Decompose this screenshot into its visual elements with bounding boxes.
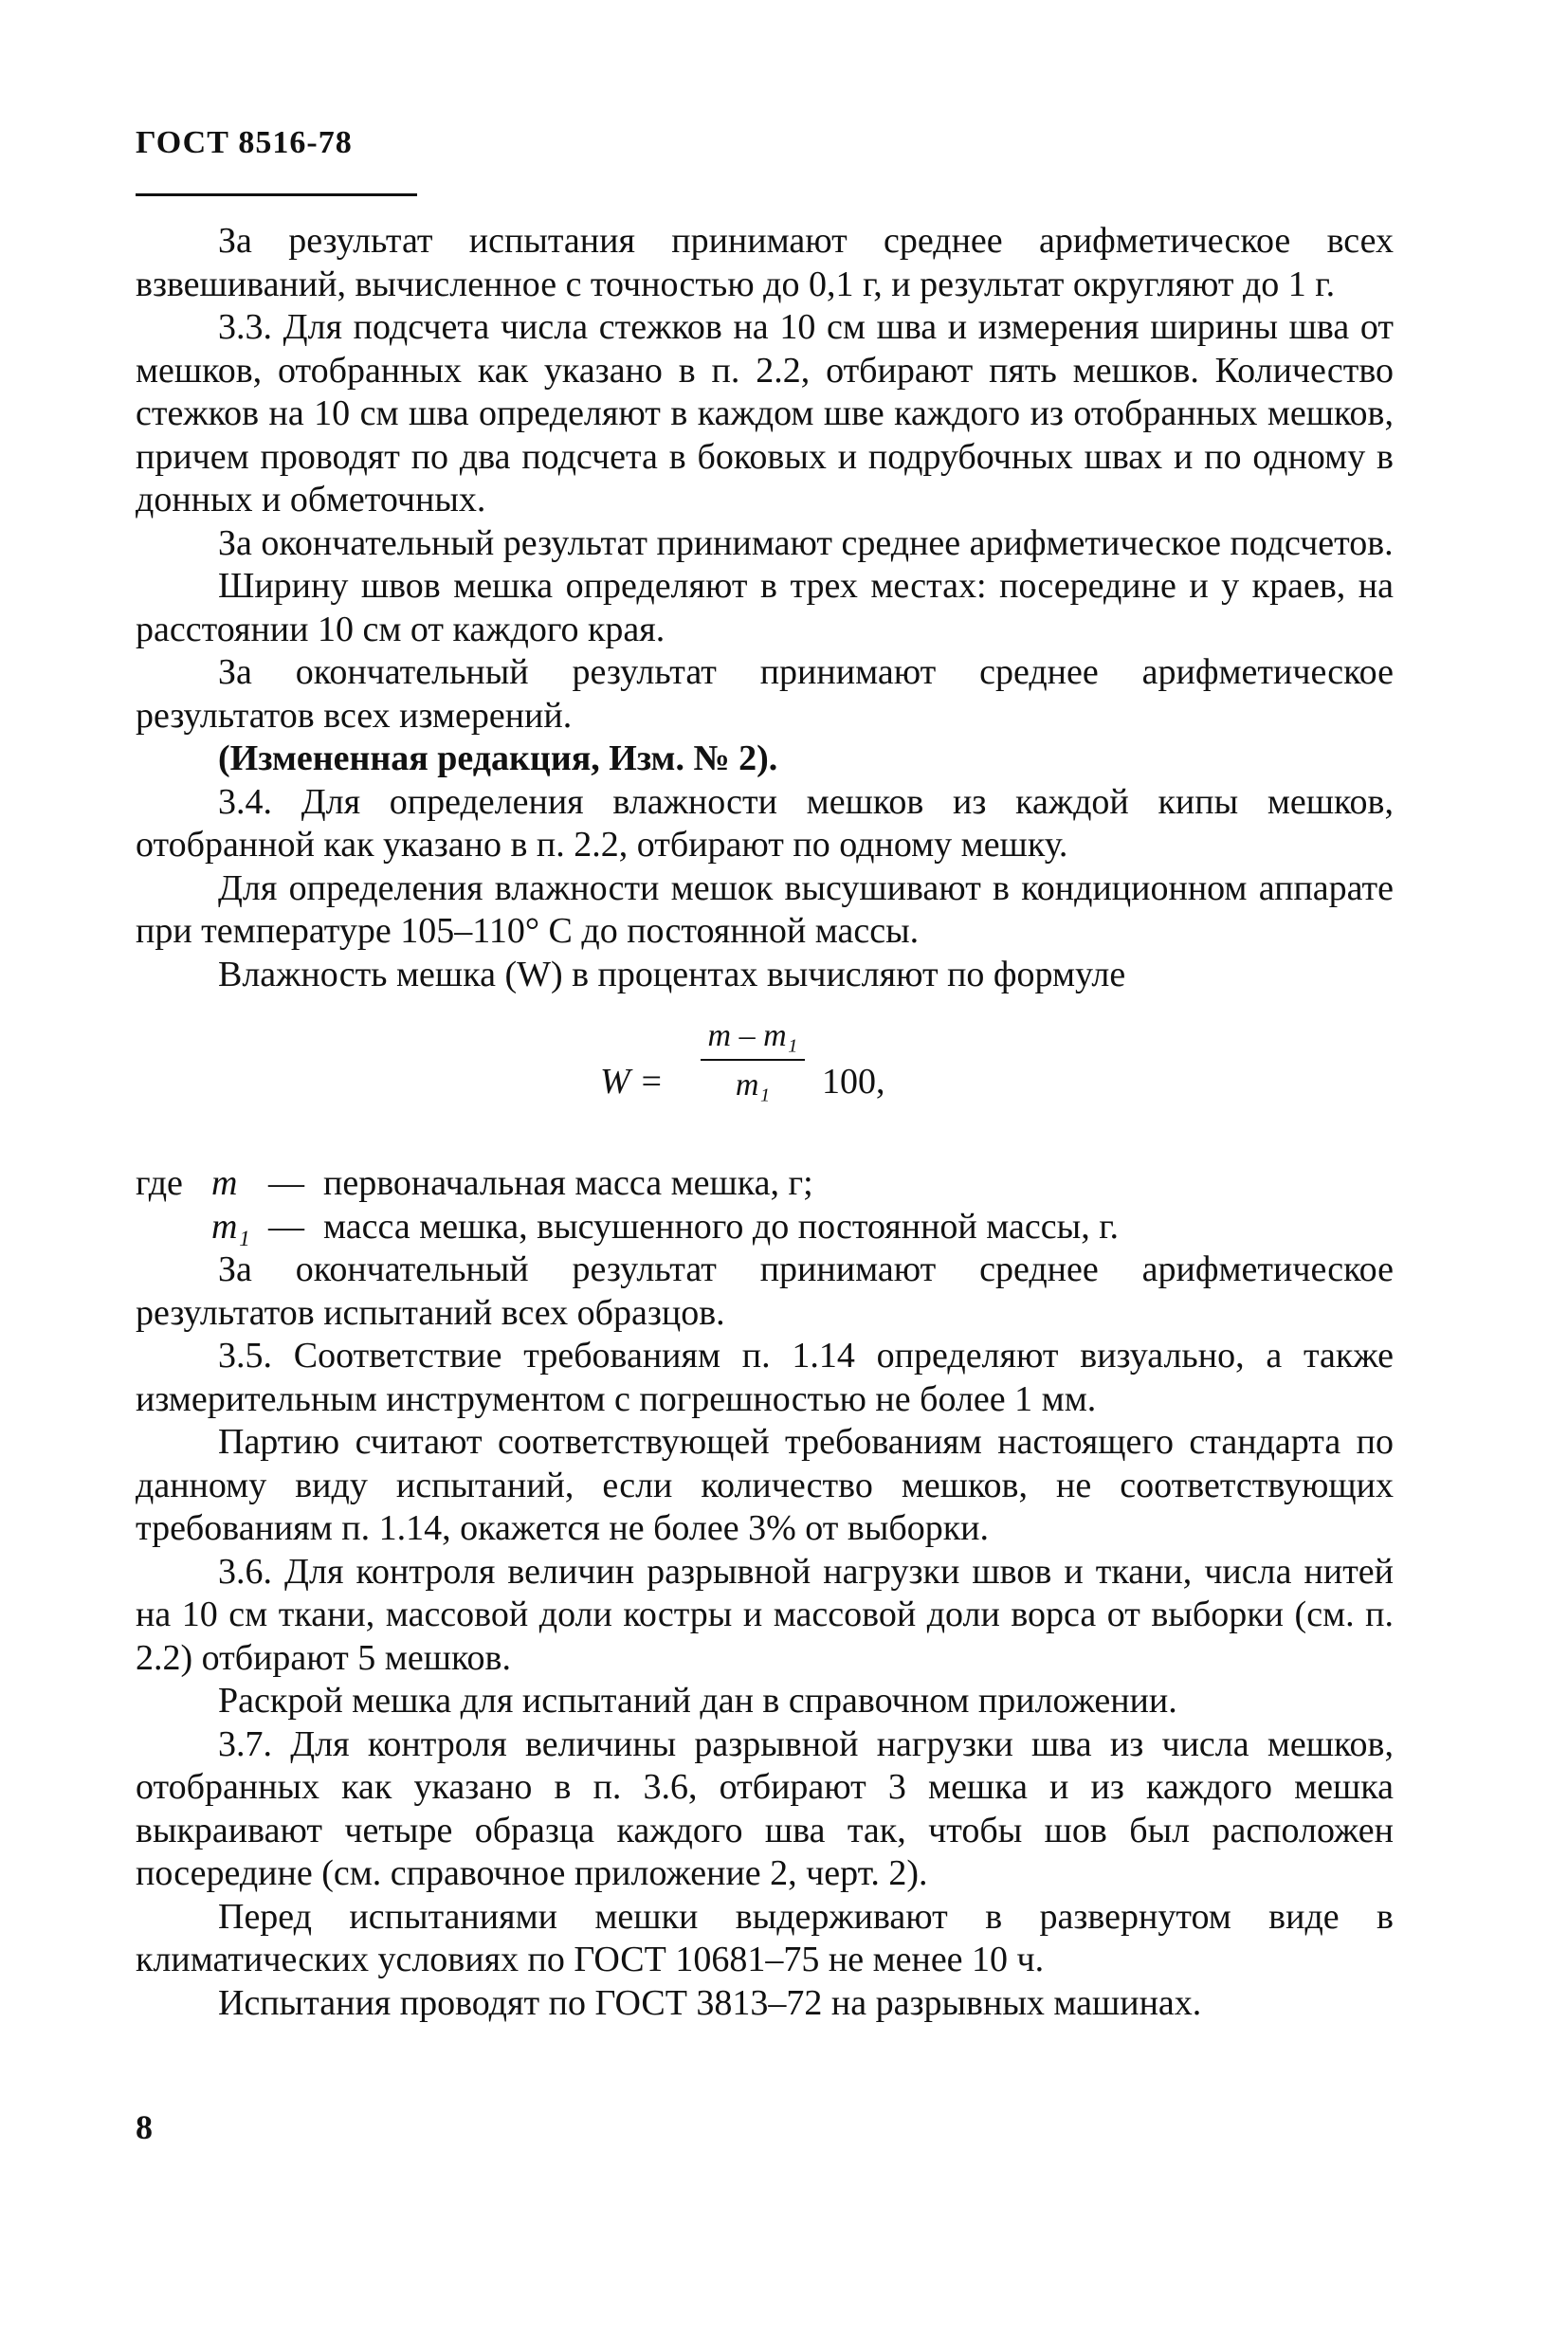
variable-m1-description: масса мешка, высушенного до постоянной массы, г.	[323, 1206, 1119, 1247]
paragraph-3-4: 3.4. Для определения влажности мешков из каждой кипы мешков, отобранной как указано в п. 2.2, отбирают по одному мешку.	[136, 781, 1394, 865]
where-row-m1	[136, 1206, 1394, 1249]
paragraph-cutting-pattern: Раскрой мешка для испытаний дан в справочном приложении.	[218, 1681, 1177, 1721]
formula-fraction	[701, 1017, 805, 1104]
formula-rhs: 100,	[822, 1062, 885, 1102]
standard-header: ГОСТ 8516-78	[136, 125, 353, 160]
moisture-formula	[136, 996, 1394, 1162]
paragraph-lot-acceptance: Партию считают соответствующей требованиям настоящего стандарта по данному виду испытаний, если количество мешков, не соответствующих требованиям п. 1.14, окажется не более 3% от выборки.	[136, 1422, 1394, 1548]
formula-lhs: W =	[600, 1062, 664, 1102]
paragraph-result-weighing: За результат испытания принимают среднее арифметическое всех взвешиваний, вычисленное с точностью до 0,1 г, и результат округляют до 1 г.	[136, 221, 1394, 304]
paragraph-testing-machines: Испытания проводят по ГОСТ 3813–72 на разрывных машинах.	[218, 1982, 1202, 2023]
paragraph-seam-width: Ширину швов мешка определяют в трех местах: посередине и у краев, на расстоянии 10 см от каждого края.	[136, 566, 1394, 649]
page-number: 8	[136, 2108, 153, 2146]
formula-numerator: m – m₁	[707, 1018, 798, 1053]
paragraph-drying: Для определения влажности мешок высушивают в кондиционном аппарате при температуре 105–110° С до постоянной массы.	[136, 867, 1394, 951]
variable-m1: m₁	[211, 1206, 250, 1247]
dash: —	[268, 1206, 304, 1247]
variable-m-description: первоначальная масса мешка, г;	[323, 1163, 813, 1203]
paragraph-3-7: 3.7. Для контроля величины разрывной нагрузки шва из числа мешков, отобранных как указано в п. 3.6, отбирают 3 мешка и из каждого мешка выкраивают четыре образца каждого шва так, чтобы шов был расположен посередине (см. справочное приложение 2, черт. 2).	[136, 1723, 1394, 1893]
where-row-m	[136, 1162, 1394, 1206]
paragraph-final-result-samples: За окончательный результат принимают среднее арифметическое результатов испытаний всех образцов.	[136, 1249, 1394, 1333]
formula-denominator: m₁	[735, 1067, 771, 1103]
paragraph-final-result-measurements: За окончательный результат принимают среднее арифметическое результатов всех измерений.	[136, 652, 1394, 736]
amendment-note: (Измененная редакция, Изм. № 2).	[218, 738, 778, 778]
body-text	[136, 220, 1394, 2025]
variable-m: m	[211, 1163, 238, 1203]
header-rule	[136, 193, 417, 196]
paragraph-3-5: 3.5. Соответствие требованиям п. 1.14 определяют визуально, а также измерительным инструментом с погрешностью не более 1 мм.	[136, 1336, 1394, 1419]
paragraph-3-6: 3.6. Для контроля величин разрывной нагрузки швов и ткани, числа нитей на 10 см ткани, массовой доли костры и массовой доли ворса от выборки (см. п. 2.2) отбирают 5 мешков.	[136, 1551, 1394, 1678]
fraction-bar	[701, 1059, 805, 1061]
paragraph-conditioning: Перед испытаниями мешки выдерживают в развернутом виде в климатических условиях по ГОСТ 10681–75 не менее 10 ч.	[136, 1896, 1394, 1979]
paragraph-final-result-counts: За окончательный результат принимают среднее арифметическое подсчетов.	[218, 522, 1394, 563]
paragraph-3-3: 3.3. Для подсчета числа стежков на 10 см шва и измерения ширины шва от мешков, отобранных как указано в п. 2.2, отбирают пять мешков. Количество стежков на 10 см шва определяют в каждом шве каждого из отобранных мешков, причем проводят по два подсчета в боковых и подрубочных швах и по одному в донных и обметочных.	[136, 307, 1394, 519]
dash: —	[268, 1163, 304, 1203]
paragraph-formula-intro: Влажность мешка (W) в процентах вычисляют по формуле	[218, 954, 1126, 994]
where-label: где	[136, 1163, 183, 1203]
